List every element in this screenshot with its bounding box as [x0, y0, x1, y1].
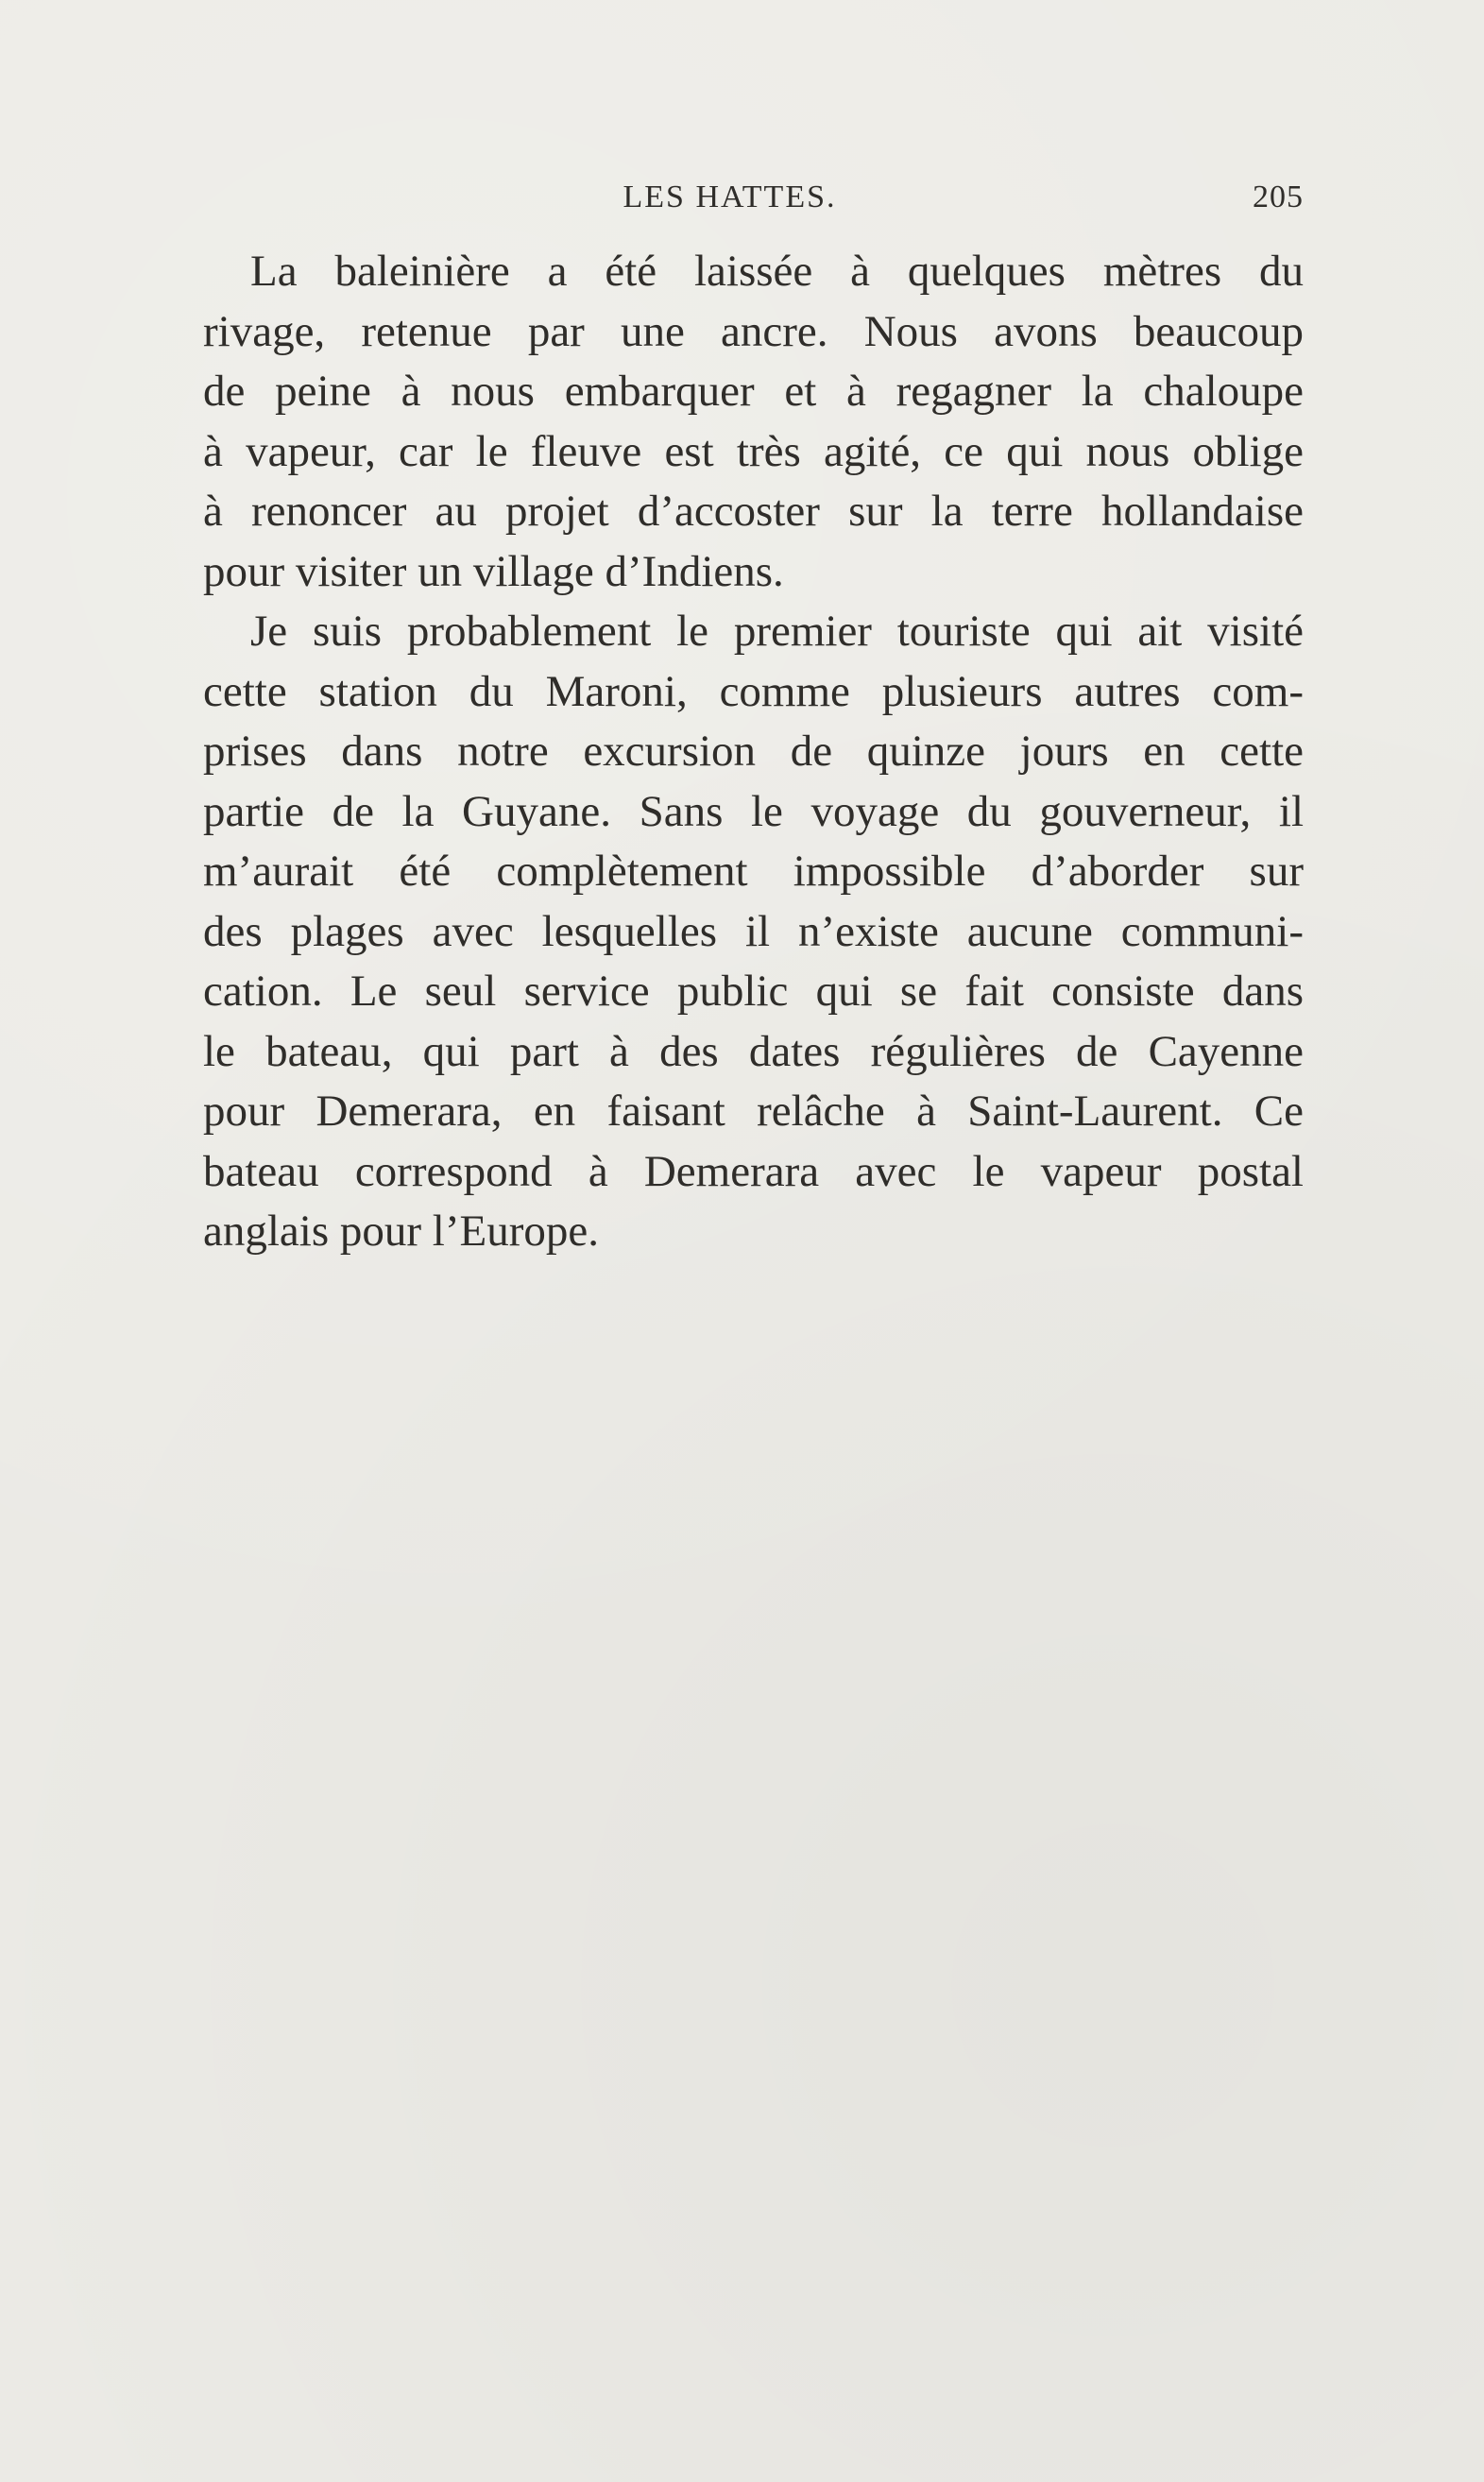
text-line: des plages avec lesquelles il n’existe aucune communi-	[203, 906, 1304, 956]
text-line: à vapeur, car le fleuve est très agité, ce qui nous oblige	[203, 426, 1304, 476]
body-text	[156, 242, 1304, 1262]
text-line: cation. Le seul service public qui se fait consiste dans	[203, 967, 1304, 1016]
text-line: à renoncer au projet d’accoster sur la terre hollandaise	[203, 487, 1304, 536]
text-line: cette station du Maroni, comme plusieurs autres com-	[203, 666, 1304, 716]
page-number: 205	[1253, 180, 1304, 214]
paragraph-2	[156, 602, 1304, 1262]
text-line: bateau correspond à Demerara avec le vapeur postal	[203, 1146, 1304, 1196]
running-title: LES HATTES.	[623, 180, 837, 214]
text-line: prises dans notre excursion de quinze jours en cette	[203, 727, 1304, 776]
text-line: rivage, retenue par une ancre. Nous avons beaucoup	[203, 306, 1304, 356]
text-line: Je suis probablement le premier touriste qui ait visité	[250, 607, 1304, 656]
text-line: pour visiter un village d’Indiens.	[203, 546, 784, 596]
text-line: anglais pour l’Europe.	[203, 1207, 599, 1256]
running-head	[156, 180, 1304, 221]
text-line: pour Demerara, en faisant relâche à Saint-Laurent. Ce	[203, 1087, 1304, 1136]
text-line: partie de la Guyane. Sans le voyage du gouverneur, il	[203, 786, 1304, 836]
paragraph-1	[156, 242, 1304, 602]
text-line: de peine à nous embarquer et à regagner la chaloupe	[203, 367, 1304, 416]
text-line: La baleinière a été laissée à quelques mètres du	[250, 247, 1304, 296]
text-line: le bateau, qui part à des dates régulières de Cayenne	[203, 1026, 1304, 1076]
text-line: m’aurait été complètement impossible d’aborder sur	[203, 847, 1304, 896]
